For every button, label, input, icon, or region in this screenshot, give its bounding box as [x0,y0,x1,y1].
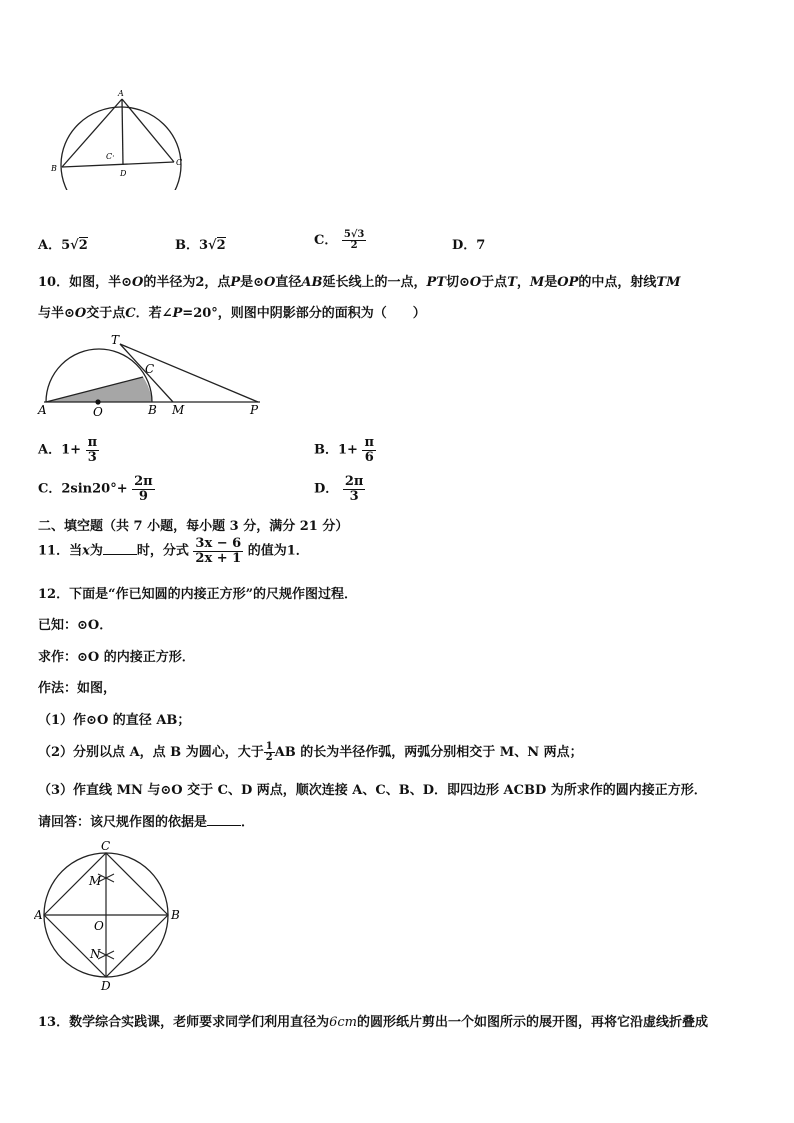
q10-label-m: M [172,403,185,417]
q9-option-d: D．7 [452,238,486,253]
q9-option-c-numerator: 5√3 [343,228,365,240]
q10-option-c-fraction [132,475,155,503]
q12-label-d: D [101,979,111,993]
q9-label-center: C· [106,152,115,161]
q13-diameter: 6cm [329,1015,357,1030]
q11-line [38,537,309,565]
q10-var-o: O [131,275,144,290]
q10-option-d-prefix: D． [314,481,339,497]
q10-line1 [38,271,681,290]
q9-figure [40,85,200,190]
q10-option-c-numerator: 2π [134,474,153,489]
q10-text: =20°，则图中阴影部分的面积为（ ） [182,306,426,321]
q10-label-c: C [145,362,155,376]
q9-label-a: A [118,89,124,98]
q12-text: （2）分别以点 A，点 B 为圆心，大于 [38,745,264,760]
q9-label-b: B [51,164,57,173]
q13-text: 13．数学综合实践课，老师要求同学们利用直径为 [38,1015,330,1030]
q10-var-c: C [125,306,136,321]
q12-title: 12．下面是“作已知圆的内接正方形”的尺规作图过程． [38,587,358,602]
q10-label-a: A [38,403,47,417]
q10-var-ab: AB [301,275,323,290]
q10-option-b-fraction [362,436,376,464]
q12-figure [34,838,184,993]
q10-option-d-numerator: 2π [344,474,364,489]
q10-text: 延长线上的一点， [322,275,427,290]
q9-chord-bc [62,162,174,167]
q10-text: 10．如图，半⊙ [38,275,132,290]
q9-option-b [175,234,226,253]
q9-option-a-radicand: 2 [78,238,88,253]
q10-text: 是 [544,275,558,290]
q10-text: 的半径为2，点 [143,275,231,290]
q10-text: ， [516,275,530,290]
q10-option-a-prefix: A．1+ [38,442,82,458]
q10-option-d [314,475,365,503]
q10-var-o: O [264,275,276,290]
q10-text: 与半⊙ [38,306,75,321]
q11-numerator: 3x − 6 [195,536,242,551]
q12-seek: 求作：⊙O 的内接正方形． [38,650,195,665]
q10-option-a-numerator: π [87,435,98,450]
q9-option-b-prefix: B．3 [175,238,209,253]
q10-option-d-denominator: 3 [349,488,359,504]
q11-text: 为 [89,543,103,559]
q12-half-fraction [264,742,275,764]
q10-var-p: P [172,306,183,321]
q9-side-ac [122,99,174,162]
q9-label-c: C [176,158,183,167]
q10-text: 直径 [275,275,302,290]
q10-label-p: P [250,403,259,417]
sqrt-symbol: √ [208,238,217,253]
q10-option-c-denominator: 9 [138,488,148,504]
q10-option-c-prefix: C．2sin20°+ [38,481,128,497]
q12-label-a: A [34,908,43,922]
q12-half-denominator: 2 [265,752,273,763]
q11-var-x: x [82,543,90,559]
q12-label-c: C [101,839,111,853]
q9-option-a-prefix: A．5 [38,238,71,253]
q10-text: ．若∠ [135,306,173,321]
sqrt-symbol: √ [70,238,79,253]
q10-option-b [314,436,376,464]
q13-line [38,1011,708,1030]
q11-denominator: 2x + 1 [195,550,242,566]
q11-answer-blank[interactable] [103,542,137,555]
q10-text: 是⊙ [240,275,265,290]
q10-var-op: OP [557,275,579,290]
q11-text: 11．当 [38,543,83,559]
q12-text: 请回答：该尺规作图的依据是 [38,815,208,830]
q10-option-b-numerator: π [364,435,374,450]
q10-option-b-denominator: 6 [364,449,374,465]
q10-var-t: T [507,275,517,290]
q12-half-numerator: 1 [265,740,273,752]
q10-center-dot [95,399,100,404]
q11-text: 的值为1． [247,543,309,559]
q11-fraction [193,537,243,565]
q10-option-a [38,436,99,464]
q10-figure [34,328,274,420]
q10-line2 [38,302,426,321]
q12-text: ． [241,815,255,830]
q9-option-c-fraction [342,230,367,252]
q10-text: 交于点 [86,306,126,321]
q10-text: 切⊙ [445,275,470,290]
q12-text: AB 的长为半径作弧，两弧分别相交于 M、N 两点； [274,745,583,760]
q10-label-t: T [111,333,120,347]
q12-answer [38,811,254,830]
q11-text: 时，分式 [136,543,189,559]
q9-option-c-prefix: C． [314,233,338,248]
q10-option-b-prefix: B．1+ [314,442,358,458]
q10-label-b: B [148,403,157,417]
q10-label-o: O [93,405,103,419]
q12-step3: （3）作直线 MN 与⊙O 交于 C、D 两点，顺次连接 A、C、B、D．即四边形 ACBD 为所求作的圆内接正方形． [38,783,707,798]
q12-label-b: B [171,908,180,922]
q10-option-d-fraction [343,475,366,503]
q10-text: 的中点，射线 [578,275,657,290]
q10-var-o: O [74,306,87,321]
q13-text: 的圆形纸片剪出一个如图所示的展开图，再将它沿虚线折叠成 [356,1015,708,1030]
q10-var-pt: PT [426,275,446,290]
q12-step2 [38,741,583,764]
q12-label-n: N [90,947,101,961]
q10-var-p: P [230,275,241,290]
q12-label-o: O [94,919,104,933]
q10-var-tm: TM [656,275,681,290]
q12-label-m: M [89,874,102,888]
q9-label-d: D [120,169,127,178]
section-heading: 二、填空题（共 7 小题，每小题 3 分，满分 21 分） [38,519,349,534]
q9-option-b-radicand: 2 [216,238,226,253]
q9-segment-ad [122,99,123,165]
q10-var-m: M [529,275,545,290]
q10-option-a-denominator: 3 [87,449,97,465]
q9-option-c-denominator: 2 [350,240,358,251]
q9-option-c [314,229,366,252]
q12-answer-blank[interactable] [207,813,241,826]
q10-var-o: O [469,275,482,290]
q9-option-a [38,234,88,253]
q10-option-a-fraction [86,436,100,464]
q12-method: 作法：如图， [38,681,117,696]
q12-step1: （1）作⊙O 的直径 AB； [38,713,191,728]
q10-text: 于点 [481,275,508,290]
q10-option-c [38,475,155,503]
q12-known: 已知：⊙O． [38,618,113,633]
